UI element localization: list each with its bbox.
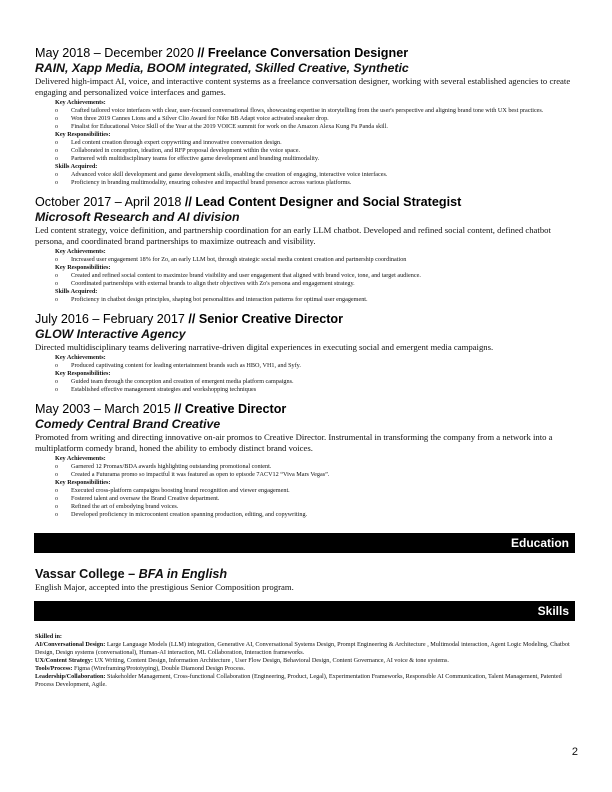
bullet-marker: o [55, 363, 58, 369]
skill-category: UX/Content Strategy: [35, 657, 93, 664]
job-organization: RAIN, Xapp Media, BOOM integrated, Skilled Creative, Synthetic [35, 61, 409, 75]
list-item [55, 115, 575, 123]
list-item [55, 386, 575, 394]
bullet-marker: o [55, 387, 58, 393]
job-header [35, 195, 575, 210]
job-title: Freelance Conversation Designer [207, 46, 409, 60]
list-item [55, 511, 575, 519]
list-item [55, 272, 575, 280]
job-title: Senior Creative Director [198, 312, 344, 326]
job-dates: May 2003 – March 2015 [35, 402, 171, 416]
list-item [55, 139, 575, 147]
section-label: Key Achievements: [55, 248, 106, 255]
job-entry [35, 195, 575, 304]
bullet-marker: o [55, 180, 58, 186]
skill-category: AI/Conversational Design: [35, 641, 106, 648]
bullet-list [35, 272, 575, 288]
section-label: Skills Acquired: [55, 163, 98, 170]
job-separator: // [170, 402, 185, 416]
list-item-text: Advanced voice skill development and game development skills, enabling the creation of engaging, interactive voice interfaces. [71, 171, 388, 178]
list-item-text: Established effective management strategies and workshopping techniques [71, 386, 257, 393]
bullet-marker: o [55, 273, 58, 279]
bullet-marker: o [55, 172, 58, 178]
bullet-marker: o [55, 379, 58, 385]
school-name: Vassar College [35, 567, 125, 581]
skill-line [35, 657, 575, 665]
skill-line [35, 641, 575, 657]
list-item-text: Created a Futurama promo so impactful it was featured as open to episode 7ACV12 “Viva Mars Vegas”. [71, 471, 330, 478]
list-item-text: Crafted tailored voice interfaces with clear, user-focused conversational flows, showcasing expertise in storytelling from the user's perspective and aligning brand tone with UX best practices. [71, 107, 544, 114]
job-title: Creative Director [184, 402, 287, 416]
job-summary: Led content strategy, voice definition, and partnership coordination for an early LLM chatbot. Developed and refined social content, defined chatbot persona, and coordinated brand partnerships to maximize outreach and visibility. [35, 225, 551, 246]
bullet-marker: o [55, 257, 58, 263]
list-item [55, 155, 575, 163]
list-item [55, 147, 575, 155]
job-separator: // [193, 46, 208, 60]
bullet-marker: o [55, 496, 58, 502]
section-label: Key Responsibilities: [55, 264, 111, 271]
skills-section-header [34, 601, 575, 621]
page-number: 2 [571, 746, 578, 758]
list-item-text: Finalist for Educational Voice Skill of the Year at the 2019 VOICE summit for work on the Amazon Alexa Kung Fu Panda skill. [71, 123, 388, 130]
skill-text: Large Language Models (LLM) integration, Generative AI, Conversational Systems Design, Prompt Engineering & Architecture , Multimodal interaction, Agent Logic Modeling, Chatbot Design, Design systems (conversational), Human-AI interaction, ML Collaboration, Interaction frameworks. [35, 641, 570, 656]
section-label: Key Responsibilities: [55, 479, 111, 486]
list-item [55, 107, 575, 115]
job-header [35, 312, 575, 327]
bullet-marker: o [55, 504, 58, 510]
education-entry [35, 567, 575, 582]
bullet-marker: o [55, 124, 58, 130]
resume-page [35, 46, 575, 689]
bullet-list [35, 378, 575, 394]
skill-text: UX Writing, Content Design, Information Architecture , User Flow Design, Behavioral Design, Content Governance, AI voice & tone systems. [92, 657, 449, 664]
list-item [55, 280, 575, 288]
list-item [55, 487, 575, 495]
section-label: Key Achievements: [55, 455, 106, 462]
list-item [55, 362, 575, 370]
job-header [35, 46, 575, 61]
list-item-text: Guided team through the conception and creation of emergent media platform campaigns. [71, 378, 294, 385]
list-item [55, 495, 575, 503]
bullet-marker: o [55, 488, 58, 494]
job-organization: Comedy Central Brand Creative [35, 417, 221, 431]
list-item [55, 179, 575, 187]
job-summary: Promoted from writing and directing innovative on-air promos to Creative Director. Instrumental in transforming the company from a network into a multiplatform comedy brand, honed the ability to embody distinct brand voices. [35, 432, 553, 453]
skills-intro: Skilled in: [35, 633, 62, 640]
list-item-text: Created and refined social content to maximize brand visibility and user engagement that aligned with brand voice, tone, and target audience. [71, 272, 421, 279]
skill-text: Stakeholder Management, Cross-functional Collaboration (Engineering, Product, Legal), Experimentation Frameworks, Responsible AI Communication, Talent Management, Patented Process Development, Agile. [35, 673, 562, 688]
bullet-list [35, 256, 575, 264]
bullet-marker: o [55, 148, 58, 154]
bullet-list [35, 107, 575, 131]
job-title: Lead Content Designer and Social Strategist [195, 195, 462, 209]
job-dates: July 2016 – February 2017 [35, 312, 185, 326]
skill-category: Tools/Process: [35, 665, 73, 672]
education-separator: – [124, 567, 139, 581]
job-entry [35, 402, 575, 519]
job-summary: Delivered high-impact AI, voice, and interactive content systems as a freelance conversation designer, working with several established agencies to create engaging and personalized voice interfaces and games. [35, 76, 571, 97]
list-item-text: Won three 2019 Cannes Lions and a Silver Clio Award for Nike BB Adapt voice activated sneaker drop. [71, 115, 329, 122]
section-label: Key Achievements: [55, 99, 106, 106]
skill-category: Leadership/Collaboration: [35, 673, 106, 680]
list-item [55, 471, 575, 479]
job-organization: Microsoft Research and AI division [35, 210, 240, 224]
bullet-marker: o [55, 156, 58, 162]
skill-line [35, 665, 575, 673]
skill-line [35, 673, 575, 689]
section-label: Key Achievements: [55, 354, 106, 361]
list-item [55, 463, 575, 471]
bullet-marker: o [55, 116, 58, 122]
list-item [55, 123, 575, 131]
job-header [35, 402, 575, 417]
list-item-text: Collaborated in conception, ideation, and RFP proposal development within the voice space. [71, 147, 300, 154]
list-item-text: Produced captivating content for leading entertainment brands such as HBO, VH1, and Syfy. [71, 362, 301, 369]
list-item-text: Executed cross-platform campaigns boosting brand recognition and viewer engagement. [71, 487, 290, 494]
skills-heading: Skills [537, 604, 569, 618]
job-dates: May 2018 – December 2020 [35, 46, 194, 60]
list-item [55, 256, 575, 264]
bullet-list [35, 362, 575, 370]
skill-text: Figma (Wireframing/Prototyping), Double Diamond Design Process. [72, 665, 246, 672]
bullet-marker: o [55, 464, 58, 470]
list-item-text: Partnered with multidisciplinary teams for effective game development and branding multimodality. [71, 155, 320, 162]
list-item-text: Proficiency in chatbot design principles, shaping bot personalities and interaction patterns for optimal user engagement. [71, 296, 368, 303]
bullet-list [35, 171, 575, 187]
list-item-text: Led content creation through expert copywriting and innovative conversation design. [71, 139, 282, 146]
list-item-text: Garnered 12 Promax/BDA awards highlighting outstanding promotional content. [71, 463, 272, 470]
education-section-header [34, 533, 575, 553]
bullet-list [35, 296, 575, 304]
list-item-text: Refined the art of embodying brand voices. [71, 503, 179, 510]
bullet-marker: o [55, 281, 58, 287]
list-item [55, 378, 575, 386]
bullet-marker: o [55, 297, 58, 303]
degree: BFA in English [138, 567, 228, 581]
list-item [55, 171, 575, 179]
job-dates: October 2017 – April 2018 [35, 195, 182, 209]
list-item-text: Proficiency in branding multimodality, ensuring cohesive and impactful brand presence across various platforms. [71, 179, 352, 186]
list-item-text: Coordinated partnerships with external brands to align their objectives with Zo's persona and engagement strategy. [71, 280, 355, 287]
bullet-list [35, 139, 575, 163]
list-item-text: Increased user engagement 18% for Zo, an early LLM bot, through strategic social media content creation and partnership coordination [71, 256, 407, 263]
education-heading: Education [510, 536, 569, 550]
job-organization: GLOW Interactive Agency [35, 327, 186, 341]
job-separator: // [184, 312, 199, 326]
job-summary: Directed multidisciplinary teams delivering narrative-driven digital experiences in executing social and emergent media campaigns. [35, 342, 494, 352]
bullet-marker: o [55, 140, 58, 146]
list-item-text: Fostered talent and oversaw the Brand Creative department. [71, 495, 220, 502]
bullet-list [35, 487, 575, 519]
bullet-list [35, 463, 575, 479]
job-entry [35, 46, 575, 187]
section-label: Key Responsibilities: [55, 370, 111, 377]
list-item-text: Developed proficiency in microcontent creation spanning production, editing, and copywriting. [71, 511, 308, 518]
job-entry [35, 312, 575, 394]
education-summary: English Major, accepted into the prestigious Senior Composition program. [35, 582, 294, 592]
section-label: Key Responsibilities: [55, 131, 111, 138]
skills-block [35, 633, 575, 689]
job-separator: // [181, 195, 196, 209]
bullet-marker: o [55, 512, 58, 518]
bullet-marker: o [55, 108, 58, 114]
bullet-marker: o [55, 472, 58, 478]
section-label: Skills Acquired: [55, 288, 98, 295]
list-item [55, 503, 575, 511]
list-item [55, 296, 575, 304]
